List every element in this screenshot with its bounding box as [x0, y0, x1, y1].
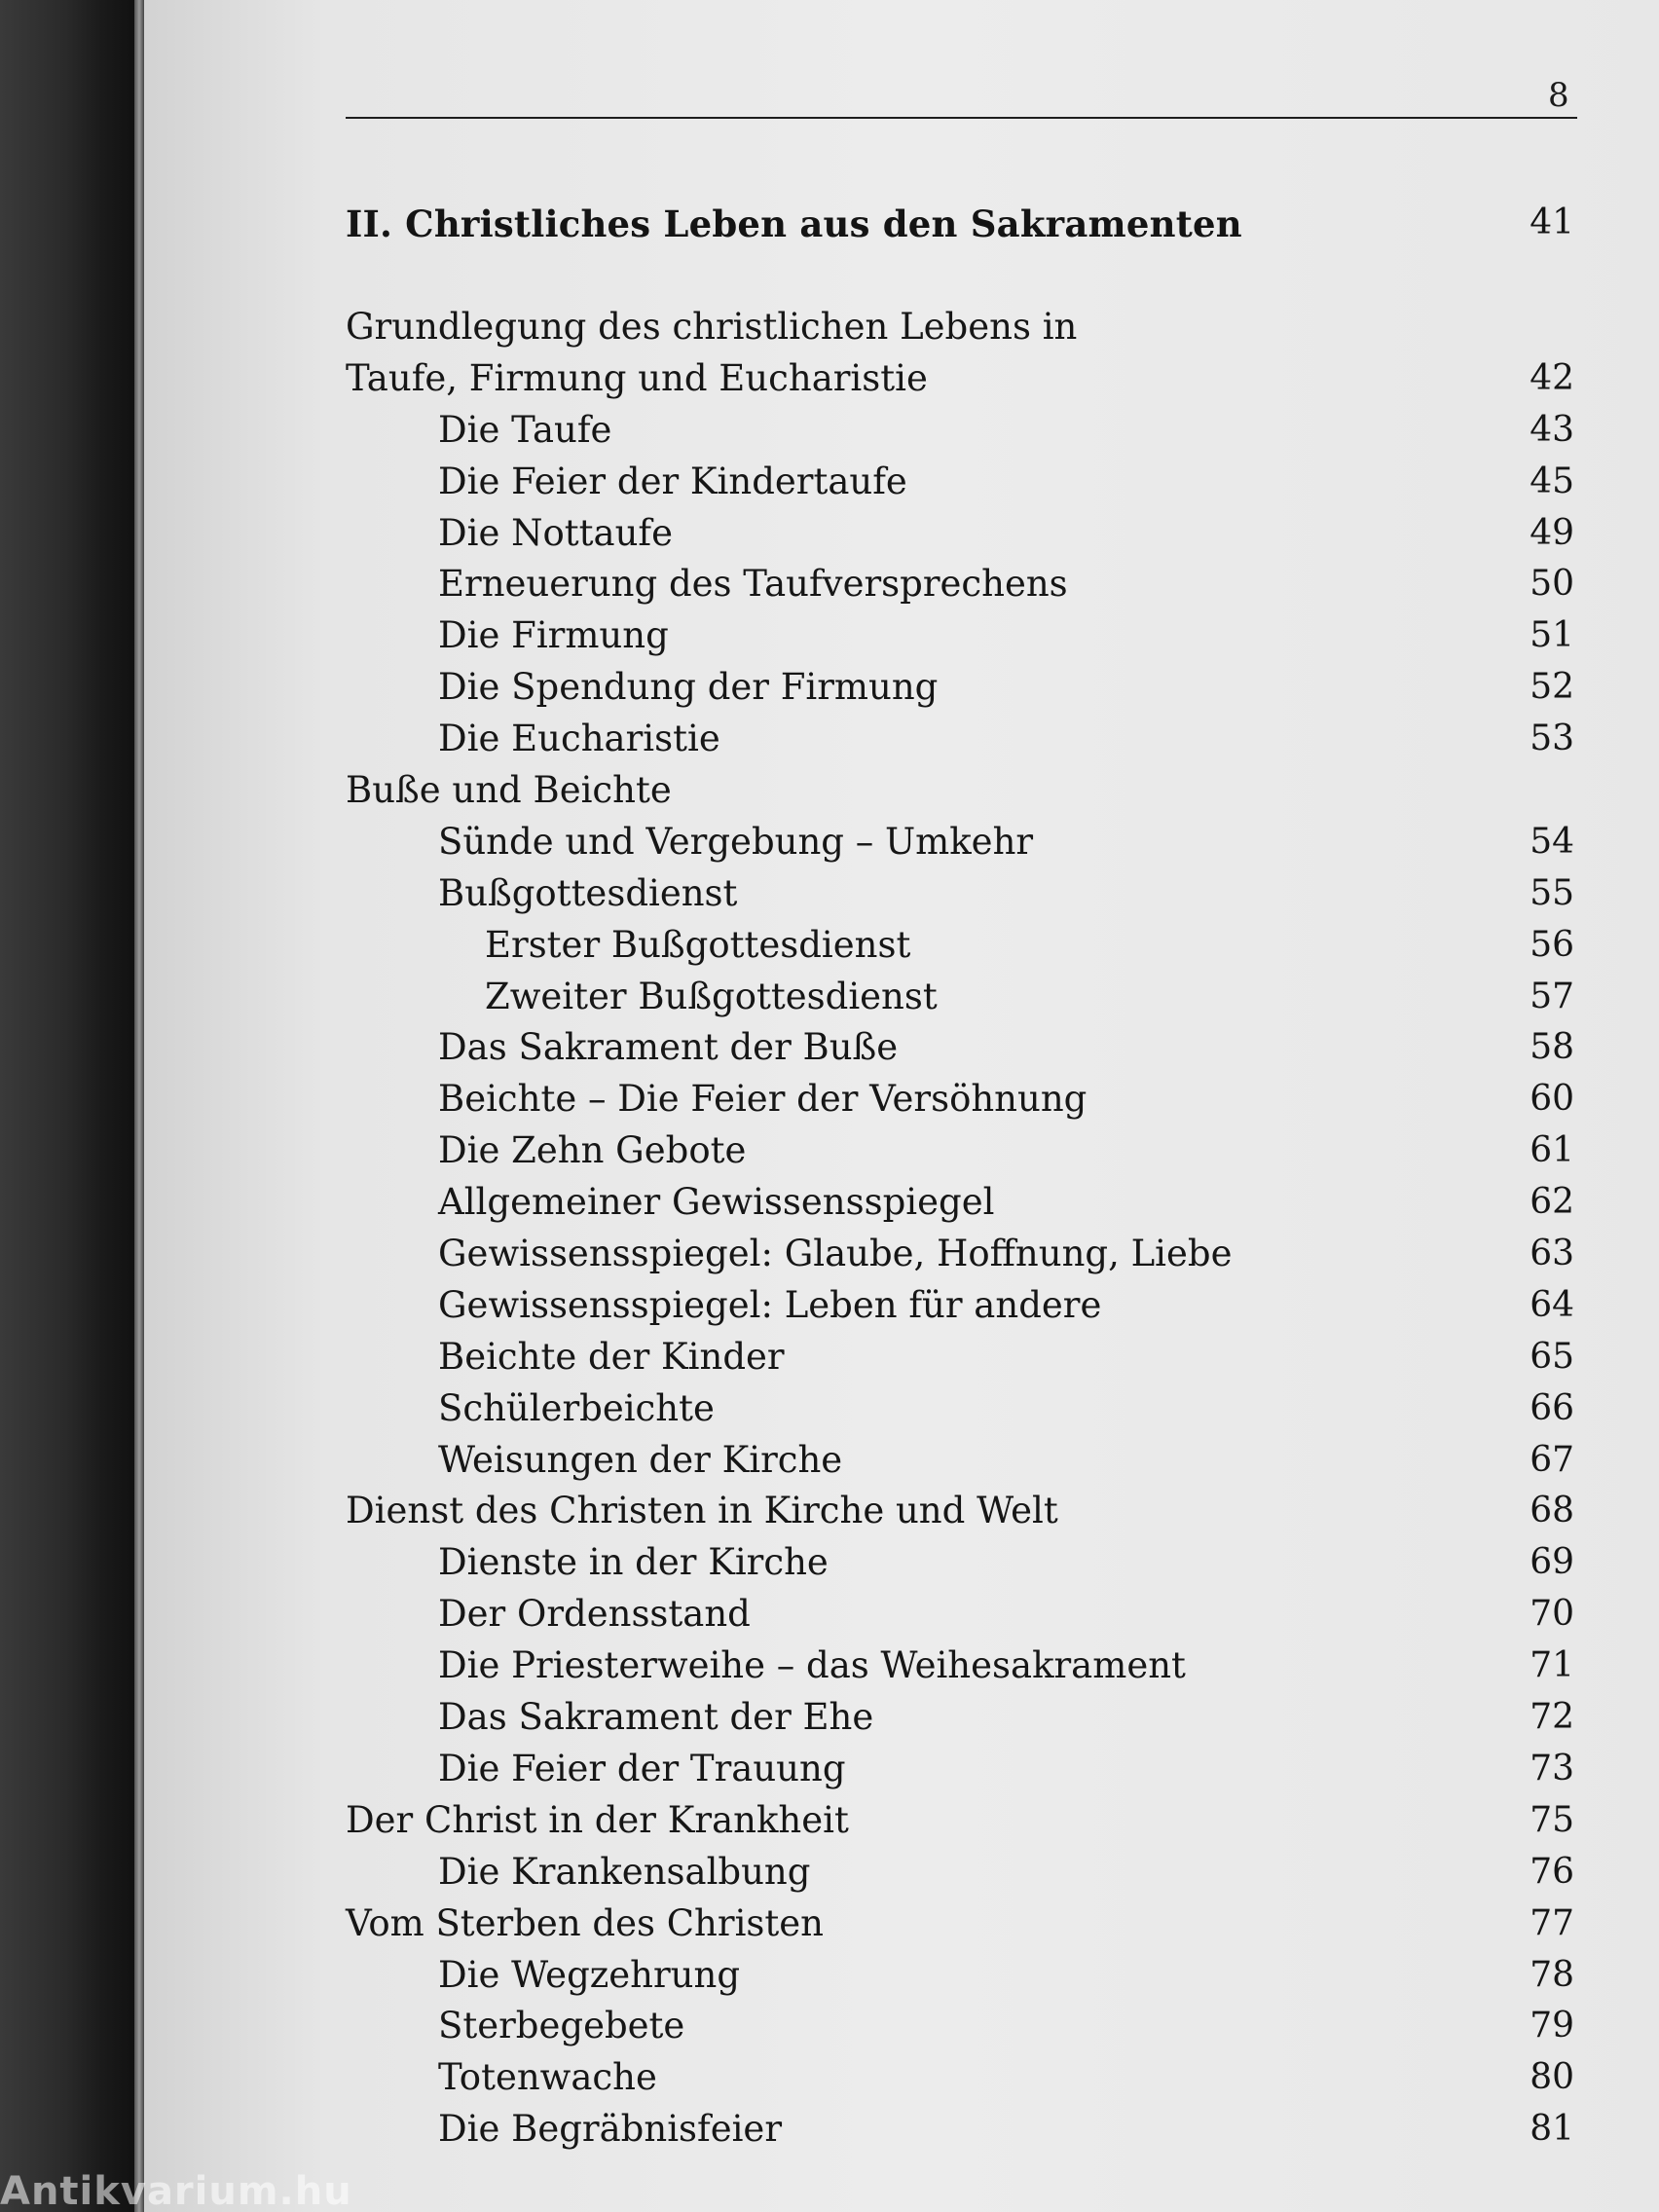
toc-entries — [346, 302, 1582, 2156]
toc-entry-page: 43 — [1530, 409, 1574, 450]
toc-entry-label: Erster Bußgottesdienst — [485, 923, 911, 966]
toc-entry-page: 45 — [1530, 461, 1574, 501]
toc-entry-label: Bußgottesdienst — [438, 871, 738, 914]
toc-entry — [346, 817, 1582, 868]
toc-entry-label: Die Feier der Trauung — [438, 1747, 846, 1789]
toc-entry — [346, 1125, 1582, 1177]
section-heading — [346, 203, 1582, 284]
toc-entry-page: 53 — [1530, 719, 1574, 759]
toc-entry-page: 63 — [1530, 1234, 1574, 1274]
toc-entry-page: 58 — [1530, 1027, 1574, 1068]
toc-entry-label: Der Ordensstand — [438, 1593, 751, 1636]
toc-entry-label: Die Begräbnisfeier — [438, 2108, 783, 2151]
toc-entry-label: Die Zehn Gebote — [438, 1129, 747, 1172]
toc-entry — [346, 1744, 1582, 1795]
toc-entry-page: 80 — [1530, 2057, 1574, 2098]
toc-entry-page: 72 — [1530, 1697, 1574, 1738]
toc-entry — [346, 1280, 1582, 1332]
toc-entry-label: Das Sakrament der Ehe — [438, 1696, 874, 1739]
toc-entry-page: 79 — [1530, 2006, 1574, 2046]
toc-entry — [346, 714, 1582, 765]
toc-entry-page: 81 — [1530, 2109, 1574, 2150]
toc-entry-label: Allgemeiner Gewissensspiegel — [438, 1181, 995, 1224]
toc-entry-page: 73 — [1530, 1748, 1574, 1788]
toc-entry-label: Vom Sterben des Christen — [346, 1901, 824, 1944]
toc-entry — [346, 1641, 1582, 1692]
toc-entry-page: 52 — [1530, 667, 1574, 708]
toc-entry-page: 69 — [1530, 1542, 1574, 1583]
toc-entry — [346, 1692, 1582, 1744]
toc-entry-label: Sterbegebete — [438, 2005, 685, 2047]
toc-entry — [346, 610, 1582, 662]
toc-entry-label: Die Feier der Kindertaufe — [438, 460, 907, 502]
toc-entry-label: Weisungen der Kirche — [438, 1438, 843, 1481]
toc-entry-label: Die Taufe — [438, 408, 612, 451]
toc-entry-label: Gewissensspiegel: Glaube, Hoffnung, Liebe — [438, 1233, 1233, 1275]
toc-entry — [346, 2104, 1582, 2156]
toc-entry-page: 51 — [1530, 615, 1574, 656]
page-edge — [134, 0, 144, 2212]
toc-entry-page: 50 — [1530, 564, 1574, 605]
toc-entry-label: Das Sakrament der Buße — [438, 1026, 899, 1069]
toc-entry-label: Die Spendung der Firmung — [438, 666, 939, 709]
toc-entry — [346, 868, 1582, 920]
toc-entry-label: Die Priesterweihe – das Weihesakrament — [438, 1644, 1186, 1687]
toc-entry-page: 75 — [1530, 1799, 1574, 1840]
toc-entry-label: Taufe, Firmung und Eucharistie — [346, 356, 928, 399]
toc-entry — [346, 1795, 1582, 1847]
toc-entry-label: Schülerbeichte — [438, 1386, 715, 1429]
toc-entry — [346, 1383, 1582, 1435]
toc-entry-label: Erneuerung des Taufversprechens — [438, 563, 1068, 606]
toc-entry — [346, 353, 1582, 405]
toc-entry-label: Die Nottaufe — [438, 511, 674, 554]
toc-entry-label: Die Krankensalbung — [438, 1850, 811, 1893]
toc-entry-page: 66 — [1530, 1387, 1574, 1428]
section-page-number: 41 — [1530, 203, 1574, 242]
toc-entry — [346, 2001, 1582, 2052]
page-number: 8 — [1548, 76, 1569, 115]
toc-entry — [346, 765, 1582, 817]
toc-entry-label: Grundlegung des christlichen Lebens in — [346, 306, 1078, 348]
toc-entry-label: Der Christ in der Krankheit — [346, 1798, 849, 1841]
toc-entry-label: Die Wegzehrung — [438, 1953, 741, 1996]
toc-entry — [346, 1229, 1582, 1280]
toc-entry-page: 65 — [1530, 1336, 1574, 1377]
toc-entry-page: 61 — [1530, 1130, 1574, 1171]
toc-entry-page: 55 — [1530, 872, 1574, 913]
toc-entry-label: Gewissensspiegel: Leben für andere — [438, 1283, 1102, 1326]
toc-entry-page: 68 — [1530, 1491, 1574, 1531]
toc-entry-label: Buße und Beichte — [346, 769, 672, 812]
toc-entry — [346, 1435, 1582, 1487]
toc-entry — [346, 1847, 1582, 1899]
toc-entry-page: 56 — [1530, 924, 1574, 965]
toc-entry-page: 67 — [1530, 1439, 1574, 1480]
toc-entry-page: 76 — [1530, 1851, 1574, 1892]
toc-entry-label: Beichte der Kinder — [438, 1335, 785, 1378]
toc-entry — [346, 662, 1582, 714]
toc-entry — [346, 1950, 1582, 2002]
toc-entry-page: 60 — [1530, 1079, 1574, 1120]
toc-entry-page: 77 — [1530, 1902, 1574, 1943]
toc-entry-page: 42 — [1530, 357, 1574, 398]
toc-entry — [346, 457, 1582, 508]
toc-entry — [346, 559, 1582, 610]
toc-entry — [346, 1332, 1582, 1383]
toc-entry-page: 71 — [1530, 1645, 1574, 1686]
toc-entry-label: Dienste in der Kirche — [438, 1541, 829, 1584]
toc-entry — [346, 2052, 1582, 2104]
toc-entry-label: Totenwache — [438, 2056, 657, 2099]
toc-entry — [346, 302, 1582, 353]
section-title: II. Christliches Leben aus den Sakramenten — [346, 203, 1242, 245]
toc-entry — [346, 972, 1582, 1023]
toc-entry-label: Zweiter Bußgottesdienst — [485, 975, 938, 1017]
toc-entry — [346, 1022, 1582, 1074]
watermark: Antikvarium.hu — [0, 2169, 352, 2212]
book-spine — [0, 0, 146, 2212]
toc-entry — [346, 1074, 1582, 1125]
toc-entry-page: 57 — [1530, 976, 1574, 1016]
toc-entry-label: Sünde und Vergebung – Umkehr — [438, 820, 1034, 863]
toc-entry-page: 78 — [1530, 1954, 1574, 1995]
toc-entry — [346, 508, 1582, 560]
toc-entry — [346, 1589, 1582, 1641]
toc-entry — [346, 920, 1582, 972]
toc-entry — [346, 1899, 1582, 1950]
toc-entry-page: 54 — [1530, 821, 1574, 862]
toc-entry — [346, 405, 1582, 457]
toc-entry-page: 64 — [1530, 1284, 1574, 1325]
toc-entry-label: Dienst des Christen in Kirche und Welt — [346, 1490, 1058, 1532]
toc-entry-page: 62 — [1530, 1182, 1574, 1223]
toc-entry — [346, 1537, 1582, 1589]
toc-entry — [346, 1177, 1582, 1229]
table-of-contents — [346, 203, 1582, 2156]
toc-entry-page: 49 — [1530, 512, 1574, 553]
toc-entry-label: Die Eucharistie — [438, 718, 720, 760]
toc-entry-page: 70 — [1530, 1594, 1574, 1635]
header-rule — [346, 117, 1577, 119]
toc-entry — [346, 1486, 1582, 1537]
toc-entry-label: Beichte – Die Feier der Versöhnung — [438, 1078, 1088, 1121]
toc-entry-label: Die Firmung — [438, 614, 669, 657]
